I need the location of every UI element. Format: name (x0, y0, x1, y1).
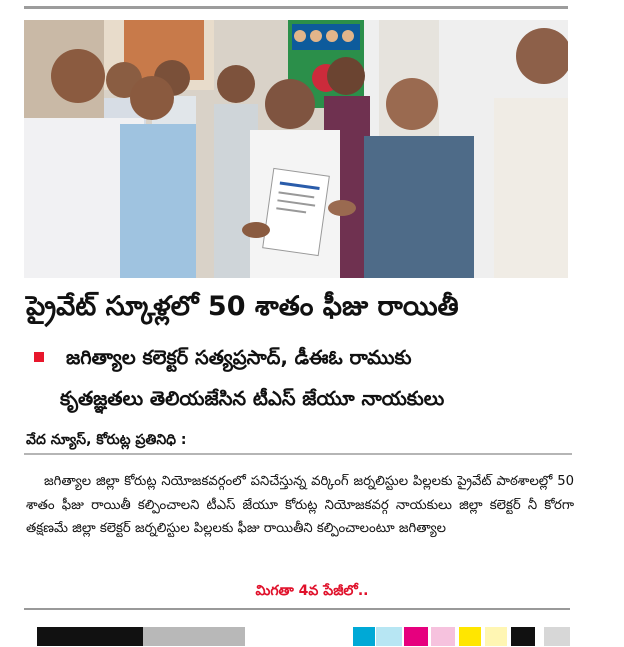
red-bullet-icon (34, 352, 44, 362)
print-mark-swatch (485, 627, 507, 646)
dateline: వేద న్యూస్, కోరుట్ల ప్రతినిధి : (26, 432, 187, 448)
dateline-divider (24, 453, 572, 455)
print-mark-swatch (511, 627, 535, 646)
print-mark-swatch (431, 627, 455, 646)
subhead-line-2: కృతజ్ఞతలు తెలియజేసిన టీఎస్ జేయూ నాయకులు (60, 387, 445, 410)
top-divider (24, 6, 568, 9)
bottom-divider (24, 608, 570, 610)
headline: ప్రైవేట్ స్కూళ్లలో 50 శాతం ఫీజు రాయితీ (26, 291, 459, 322)
article-body (26, 470, 574, 541)
print-mark-swatch (37, 627, 93, 646)
print-mark-swatch (404, 627, 428, 646)
print-mark-swatch (544, 627, 570, 646)
print-mark-swatch (376, 627, 402, 646)
continued-note: మిగతా 4వ పేజీలో.. (255, 583, 369, 599)
print-mark-swatch (93, 627, 143, 646)
subhead-line-1-text: జగిత్యాల కలెక్టర్ సత్యప్రసాద్, డీఈఓ రాముకు (66, 346, 412, 369)
print-mark-swatch (459, 627, 481, 646)
subhead-line-1 (26, 343, 572, 373)
print-mark-swatch (353, 627, 375, 646)
body-paragraph: జగిత్యాల జిల్లా కోరుట్ల నియోజకవర్గంలో పనిచేస్తున్న వర్కింగ్ జర్నలిస్టుల పిల్లలకు ప్రైవేట్ పాఠశాలల్లో 50 శాతం ఫీజు రాయితీ కల్పించాలని టీఎస్ జేయూ కోరుట్ల నియోజకవర్గ నాయకులు జిల్లా కలెక్టర్ నీ కోరగా తక్షణమే జిల్లా కలెక్టర్ జర్నలిస్టుల పిల్లలకు ఫీజు రాయితీని కల్పించాలంటూ జగిత్యాల (26, 474, 574, 536)
print-mark-swatch (143, 627, 245, 646)
news-photo (24, 20, 568, 278)
